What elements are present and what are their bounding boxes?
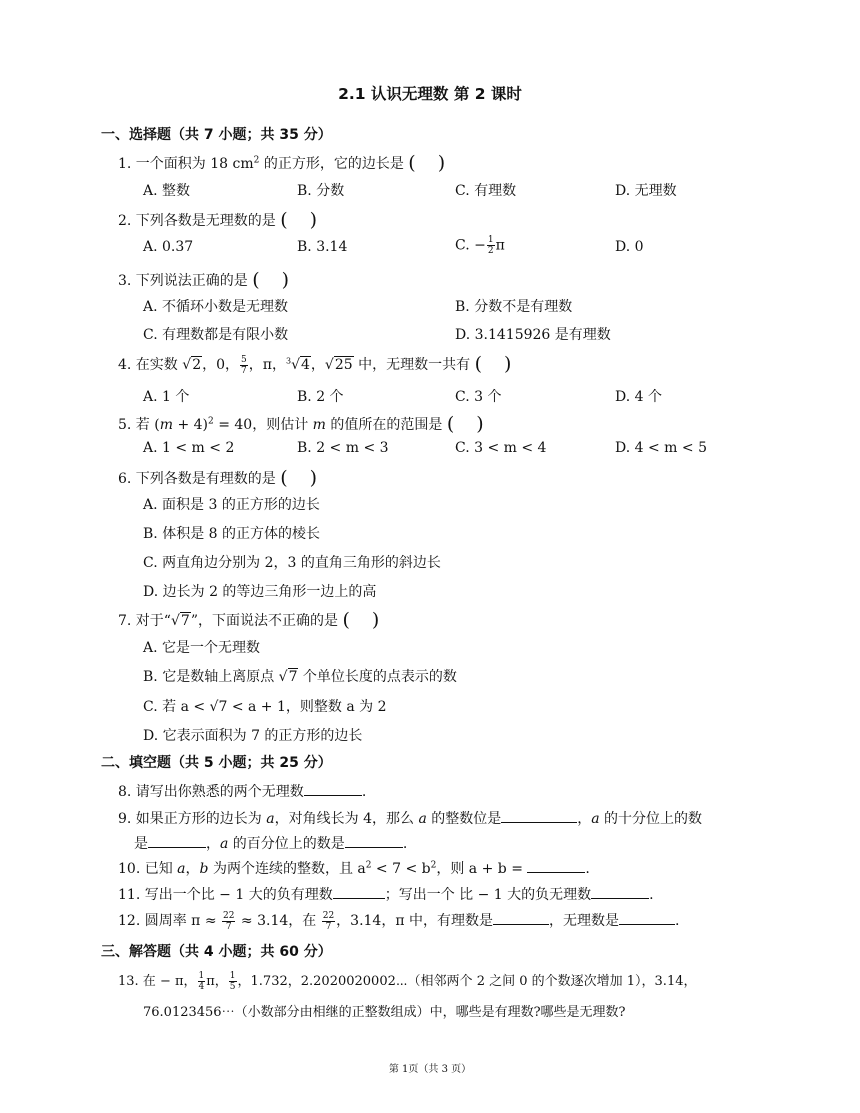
q4-option-d[interactable]: D. 4 个	[615, 389, 662, 405]
answer-parenthesis[interactable]: ()	[474, 353, 534, 375]
q3-option-a[interactable]: A. 不循环小数是无理数	[143, 299, 289, 315]
q5-option-b[interactable]: B. 2 < m < 3	[297, 440, 389, 456]
answer-parenthesis[interactable]: ()	[408, 152, 468, 174]
question-9-line-2: 是 ，a 的百分位上的数是 .	[134, 836, 408, 852]
page-footer: 第 1页（共 3 页）	[388, 1064, 472, 1075]
q3-option-d[interactable]: D. 3.1415926 是有理数	[455, 327, 611, 343]
q6-option-d[interactable]: D. 边长为 2 的等边三角形一边上的高	[143, 584, 377, 600]
q7-option-a[interactable]: A. 它是一个无理数	[143, 640, 261, 656]
question-7: 7. 对于“√7”，下面说法不正确的是 ()	[118, 609, 402, 631]
question-1: 1. 一个面积为 18 $cm^2$ 的正方形，它的边长是 ()	[118, 152, 468, 174]
answer-blank[interactable]	[333, 886, 385, 899]
q7-option-b[interactable]: B. 它是数轴上离原点 √7 个单位长度的点表示的数	[143, 669, 457, 685]
fraction: $\frac{5}{7}$	[241, 354, 247, 376]
question-13-line-2: 76.0123456⋯（小数部分由相继的正整数组成）中，哪些是有理数?哪些是无理数?	[143, 1005, 626, 1020]
question-9: 9. 如果正方形的边长为 a，对角线长为 4，那么 a 的整数位是 ，a 的十分位上的数	[118, 811, 703, 827]
q1-option-d[interactable]: D. 无理数	[615, 183, 677, 199]
question-5: 5. 若 $(m + 4)^2 = 40$，则估计 m 的值所在的范围是 ()	[118, 413, 506, 435]
q4-option-a[interactable]: A. 1 个	[143, 389, 190, 405]
q4-option-c[interactable]: C. 3 个	[455, 389, 502, 405]
question-6: 6. 下列各数是有理数的是 ()	[118, 467, 340, 489]
q1-option-c[interactable]: C. 有理数	[455, 183, 517, 199]
fraction: $\frac{1}{2}$	[487, 235, 494, 256]
answer-blank[interactable]	[345, 835, 403, 848]
q7-option-c[interactable]: C. 若 a < √7 < a + 1，则整数 a 为 2	[143, 699, 387, 715]
q2-option-c[interactable]: C. − $\frac{1}{2}$ π	[455, 235, 505, 256]
answer-blank[interactable]	[148, 835, 206, 848]
answer-parenthesis[interactable]: ()	[446, 413, 506, 435]
question-13: 13. 在 − π， $\frac{1}{4}$ π， $\frac{1}{5}$ ，1.732，2.2020020002⋯（相邻两个 2 之间 0 的个数逐次增加 1），3.14，	[118, 971, 697, 992]
q2-option-d[interactable]: D. 0	[615, 239, 644, 255]
q1-option-b[interactable]: B. 分数	[297, 183, 345, 199]
q2-option-b[interactable]: B. 3.14	[297, 239, 348, 255]
answer-blank[interactable]	[304, 783, 362, 796]
question-2: 2. 下列各数是无理数的是 ()	[118, 209, 340, 231]
q3-option-c[interactable]: C. 有理数都是有限小数	[143, 327, 289, 343]
answer-blank[interactable]	[493, 912, 549, 925]
question-12: 12. 圆周率 π ≈ $\frac{22}{7}$ ≈ 3.14，在 $\frac{22}{7}$ ，3.14，π 中，有理数是 ，无理数是 .	[118, 910, 680, 932]
fraction: $\frac{22}{7}$	[322, 910, 335, 932]
answer-blank[interactable]	[619, 912, 675, 925]
answer-parenthesis[interactable]: ()	[280, 467, 340, 489]
question-4: 4. 在实数 √2，0， $\frac{5}{7}$ ，π，$^3$√4，√25 中，无理数一共有 ()	[118, 353, 534, 376]
q5-option-d[interactable]: D. 4 < m < 5	[615, 440, 707, 456]
question-11: 11. 写出一个比 − 1 大的负有理数 ；写出一个 比 − 1 大的负无理数 .	[118, 887, 654, 903]
q1-option-a[interactable]: A. 整数	[143, 183, 191, 199]
section-heading-solve: 三、解答题（共 4 小题；共 60 分）	[101, 944, 332, 960]
question-8: 8. 请写出你熟悉的两个无理数 .	[118, 784, 367, 800]
question-10: 10. 已知 a，b 为两个连续的整数，且 $a^2 < 7 < b^2$，则 a + b = .	[118, 860, 590, 877]
answer-parenthesis[interactable]: ()	[252, 269, 312, 291]
answer-blank[interactable]	[501, 810, 577, 823]
fraction: $\frac{1}{4}$	[198, 971, 205, 992]
section-heading-fill: 二、填空题（共 5 小题；共 25 分）	[101, 755, 332, 771]
answer-parenthesis[interactable]: ()	[342, 609, 402, 631]
section-heading-choice: 一、选择题（共 7 小题；共 35 分）	[101, 127, 332, 143]
q6-option-a[interactable]: A. 面积是 3 的正方形的边长	[143, 497, 320, 513]
q6-option-b[interactable]: B. 体积是 8 的正方体的棱长	[143, 526, 320, 542]
question-3: 3. 下列说法正确的是 ()	[118, 269, 312, 291]
q5-option-a[interactable]: A. 1 < m < 2	[143, 440, 235, 456]
q7-option-d[interactable]: D. 它表示面积为 7 的正方形的边长	[143, 728, 363, 744]
q6-option-c[interactable]: C. 两直角边分别为 2，3 的直角三角形的斜边长	[143, 555, 441, 571]
fraction: $\frac{1}{5}$	[229, 971, 236, 992]
q5-option-c[interactable]: C. 3 < m < 4	[455, 440, 547, 456]
q2-option-a[interactable]: A. 0.37	[143, 239, 194, 255]
answer-blank[interactable]	[527, 860, 585, 873]
q4-option-b[interactable]: B. 2 个	[297, 389, 344, 405]
q3-option-b[interactable]: B. 分数不是有理数	[455, 299, 573, 315]
page-title: 2.1 认识无理数 第 2 课时	[338, 85, 522, 103]
answer-blank[interactable]	[591, 886, 649, 899]
answer-parenthesis[interactable]: ()	[280, 209, 340, 231]
fraction: $\frac{22}{7}$	[223, 910, 235, 932]
